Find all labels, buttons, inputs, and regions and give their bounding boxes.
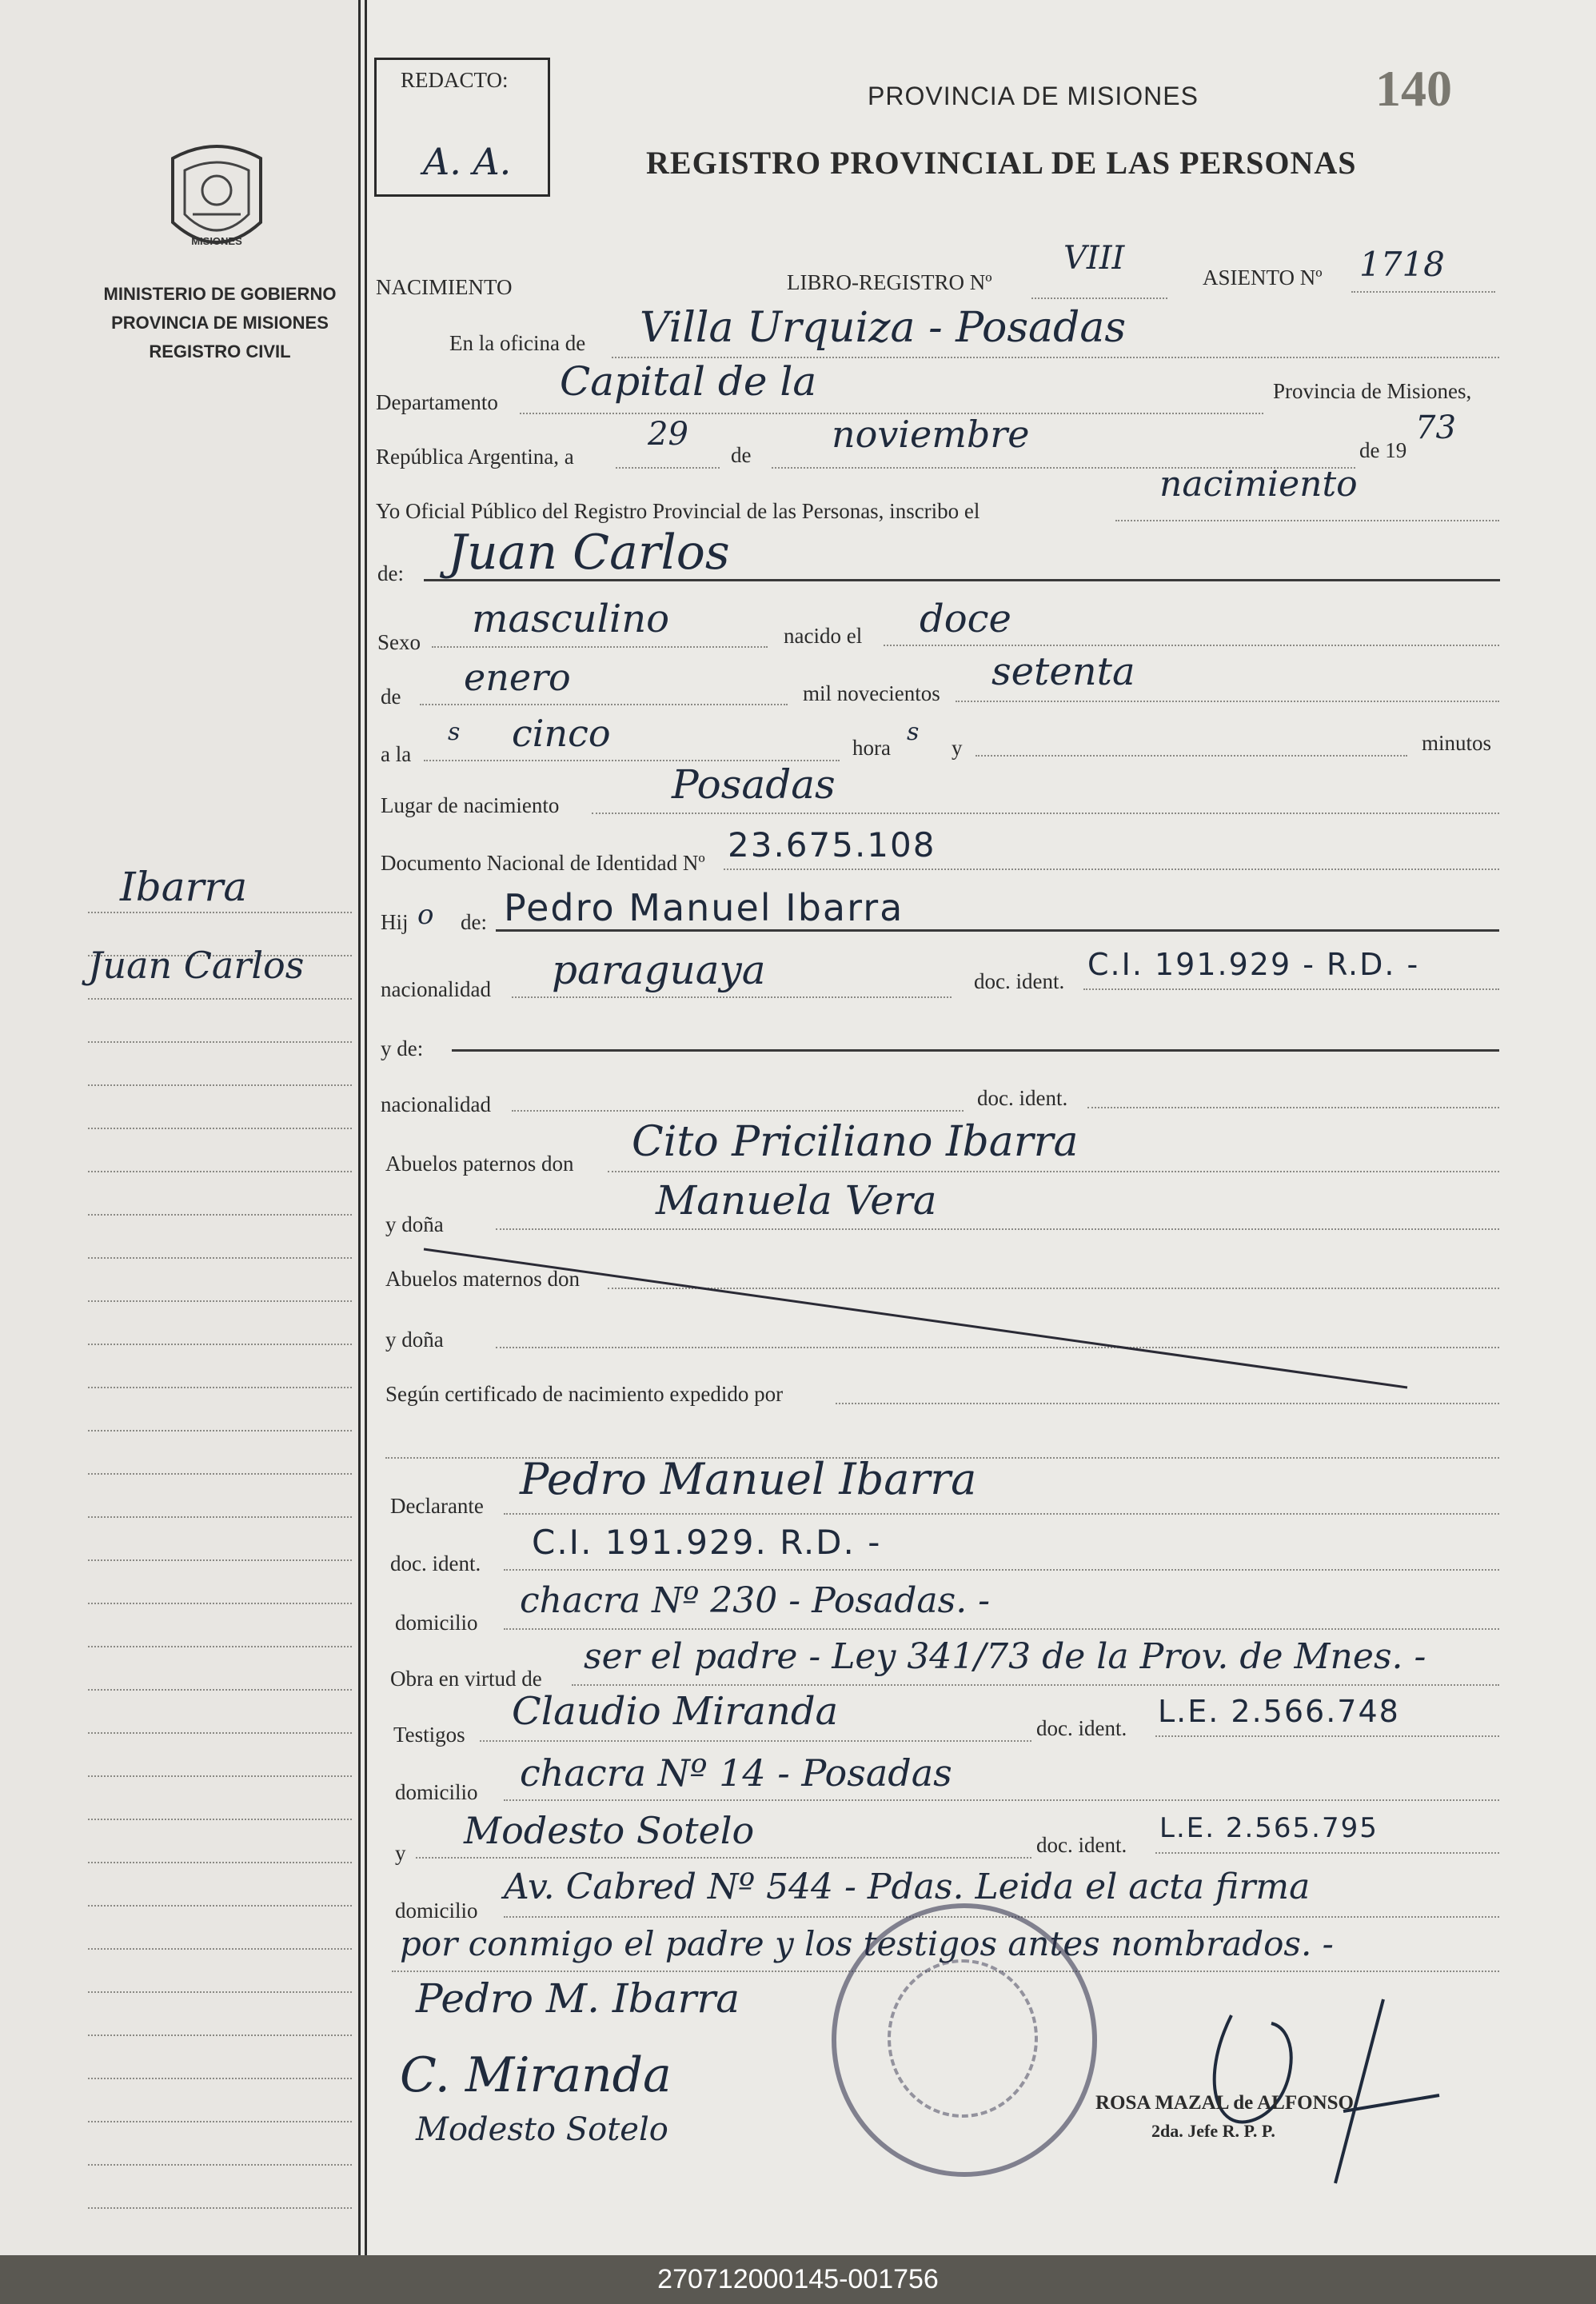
abuelos-mat-label: Abuelos maternos don bbox=[385, 1267, 580, 1291]
horas-label: hora bbox=[852, 736, 891, 760]
declarante-value: Pedro Manuel Ibarra bbox=[520, 1454, 977, 1504]
inscribo-value: nacimiento bbox=[1159, 464, 1358, 505]
sexo-label: Sexo bbox=[377, 630, 421, 654]
lugar-label: Lugar de nacimiento bbox=[381, 793, 560, 817]
ala-label: a la bbox=[381, 742, 412, 766]
dia-value: 29 bbox=[648, 416, 688, 453]
testigo2-line bbox=[416, 1857, 1031, 1859]
oficina-value: Villa Urquiza - Posadas bbox=[640, 304, 1127, 352]
sexo-value: masculino bbox=[472, 597, 670, 641]
departamento-label: Departamento bbox=[376, 390, 498, 414]
signature-father: Pedro M. Ibarra bbox=[416, 1975, 740, 2022]
libro-label: LIBRO-REGISTRO Nº bbox=[787, 270, 992, 294]
republica-label: República Argentina, a bbox=[376, 445, 574, 469]
archive-id-footer: 270712000145-001756 bbox=[657, 2264, 939, 2294]
padre-value: Pedro Manuel Ibarra bbox=[504, 886, 904, 929]
testigo1-line bbox=[480, 1740, 1031, 1742]
mes-nac-value: enero bbox=[464, 656, 571, 699]
domicilio-label: domicilio bbox=[395, 1611, 478, 1635]
obra-line bbox=[572, 1684, 1499, 1686]
province-heading: PROVINCIA DE MISIONES bbox=[868, 82, 1199, 110]
doc-ident2-label: doc. ident. bbox=[977, 1086, 1068, 1110]
doc-decl-line bbox=[504, 1569, 1499, 1571]
de-label: de bbox=[731, 443, 752, 467]
dni-label: Documento Nacional de Identidad Nº bbox=[381, 851, 705, 875]
hijo-de-label: de: bbox=[461, 910, 487, 934]
domicilio-t1-label: domicilio bbox=[395, 1780, 478, 1804]
oficial-label: Yo Oficial Público del Registro Provincial de las Personas, inscribo el bbox=[376, 499, 980, 523]
domicilio-t2-label: domicilio bbox=[395, 1899, 478, 1923]
libro-value: VIII bbox=[1063, 240, 1125, 277]
abuela-pat-value: Manuela Vera bbox=[656, 1177, 937, 1224]
ministry-line-3: REGISTRO CIVIL bbox=[149, 341, 291, 361]
redacto-value: A. A. bbox=[423, 140, 512, 183]
doc-decl-value: C.I. 191.929. R.D. - bbox=[532, 1523, 882, 1562]
doc-t2-line bbox=[1155, 1852, 1499, 1854]
anio-value: 73 bbox=[1415, 409, 1456, 446]
ministry-line-2: PROVINCIA DE MISIONES bbox=[111, 313, 329, 333]
page-number: 140 bbox=[1375, 60, 1452, 117]
doc-padre-value: C.I. 191.929 - R.D. - bbox=[1087, 947, 1420, 982]
y-label: y bbox=[952, 736, 963, 760]
official-stamp-inner bbox=[888, 1959, 1038, 2118]
doc-t1-value: L.E. 2.566.748 bbox=[1158, 1694, 1400, 1729]
nacido-value: doce bbox=[920, 597, 1011, 641]
ministry-line-1: MINISTERIO DE GOBIERNO bbox=[103, 284, 337, 304]
margin-given-names: Juan Carlos bbox=[88, 944, 305, 987]
continuation-value: por conmigo el padre y los testigos antes nombrados. - bbox=[400, 1924, 1334, 1963]
anio-label: de 19 bbox=[1359, 438, 1407, 462]
official-title: 2da. Jefe R. P. P. bbox=[1151, 2121, 1275, 2141]
domicilio-value: chacra Nº 230 - Posadas. - bbox=[520, 1580, 991, 1621]
departamento-value: Capital de la bbox=[560, 358, 817, 405]
margin-surname: Ibarra bbox=[120, 864, 248, 910]
lugar-value: Posadas bbox=[672, 761, 836, 808]
ydona-label: y doña bbox=[385, 1212, 444, 1236]
doc-t1-line bbox=[1155, 1735, 1499, 1737]
domicilio-t2-value: Av. Cabred Nº 544 - Pdas. Leida el acta firma bbox=[504, 1867, 1311, 1907]
signature-witness-2: Modesto Sotelo bbox=[416, 2111, 668, 2148]
ala-value: s bbox=[448, 718, 461, 746]
nacionalidad-padre-value: paraguaya bbox=[552, 947, 766, 993]
asiento-value: 1718 bbox=[1359, 245, 1445, 284]
provincia-label: Provincia de Misiones, bbox=[1273, 379, 1472, 403]
doc-t2-label: doc. ident. bbox=[1036, 1833, 1127, 1857]
mil-label: mil novecientos bbox=[803, 681, 940, 705]
minutos-label: minutos bbox=[1422, 731, 1492, 755]
domicilio-line bbox=[504, 1628, 1499, 1630]
abuelo-pat-value: Cito Priciliano Ibarra bbox=[632, 1118, 1079, 1166]
de-mes-label: de bbox=[381, 685, 401, 709]
asiento-label: ASIENTO Nº bbox=[1203, 266, 1323, 289]
doc-t1-label: doc. ident. bbox=[1036, 1716, 1127, 1740]
redacto-label: REDACTO: bbox=[401, 68, 509, 92]
mes-value: noviembre bbox=[832, 413, 1030, 456]
de-name-label: de: bbox=[377, 561, 404, 585]
oficina-label: En la oficina de bbox=[449, 331, 586, 355]
anio-nac-value: setenta bbox=[992, 649, 1135, 694]
segun-label: Según certificado de nacimiento expedido por bbox=[385, 1382, 784, 1406]
nombre-value: Juan Carlos bbox=[448, 525, 730, 581]
testigos-label: Testigos bbox=[393, 1723, 465, 1747]
testigo2-value: Modesto Sotelo bbox=[464, 1809, 755, 1852]
signature-witness-1: C. Miranda bbox=[400, 2047, 672, 2103]
domicilio-t1-value: chacra Nº 14 - Posadas bbox=[520, 1751, 952, 1795]
official-name: ROSA MAZAL de ALFONSO bbox=[1095, 2092, 1354, 2114]
y2-label: y bbox=[395, 1841, 406, 1865]
doc-decl-label: doc. ident. bbox=[390, 1551, 481, 1575]
seal-caption: MISIONES bbox=[191, 235, 242, 247]
horas-suffix: s bbox=[907, 718, 920, 746]
hijo-suffix: o bbox=[417, 899, 434, 931]
doc-t2-value: L.E. 2.565.795 bbox=[1159, 1812, 1379, 1844]
domicilio-t1-line bbox=[504, 1799, 1499, 1801]
doc-ident-label: doc. ident. bbox=[974, 969, 1065, 993]
nacimiento-label: NACIMIENTO bbox=[376, 275, 513, 299]
obra-label: Obra en virtud de bbox=[390, 1667, 542, 1691]
obra-value: ser el padre - Ley 341/73 de la Prov. de Mnes. - bbox=[584, 1636, 1426, 1677]
abuelos-pat-label: Abuelos paternos don bbox=[385, 1152, 574, 1176]
hijo-label: Hij bbox=[381, 910, 409, 934]
hora-value: cinco bbox=[512, 712, 611, 755]
yde-label: y de: bbox=[381, 1036, 424, 1060]
registry-heading: REGISTRO PROVINCIAL DE LAS PERSONAS bbox=[646, 145, 1357, 181]
nacionalidad-label: nacionalidad bbox=[381, 977, 491, 1001]
nacionalidad2-label: nacionalidad bbox=[381, 1092, 491, 1116]
declarante-label: Declarante bbox=[390, 1494, 484, 1518]
declarante-line bbox=[504, 1513, 1499, 1515]
nacido-label: nacido el bbox=[784, 624, 863, 648]
testigo1-value: Claudio Miranda bbox=[512, 1689, 839, 1734]
dni-value: 23.675.108 bbox=[728, 825, 936, 864]
ydona2-label: y doña bbox=[385, 1328, 444, 1352]
